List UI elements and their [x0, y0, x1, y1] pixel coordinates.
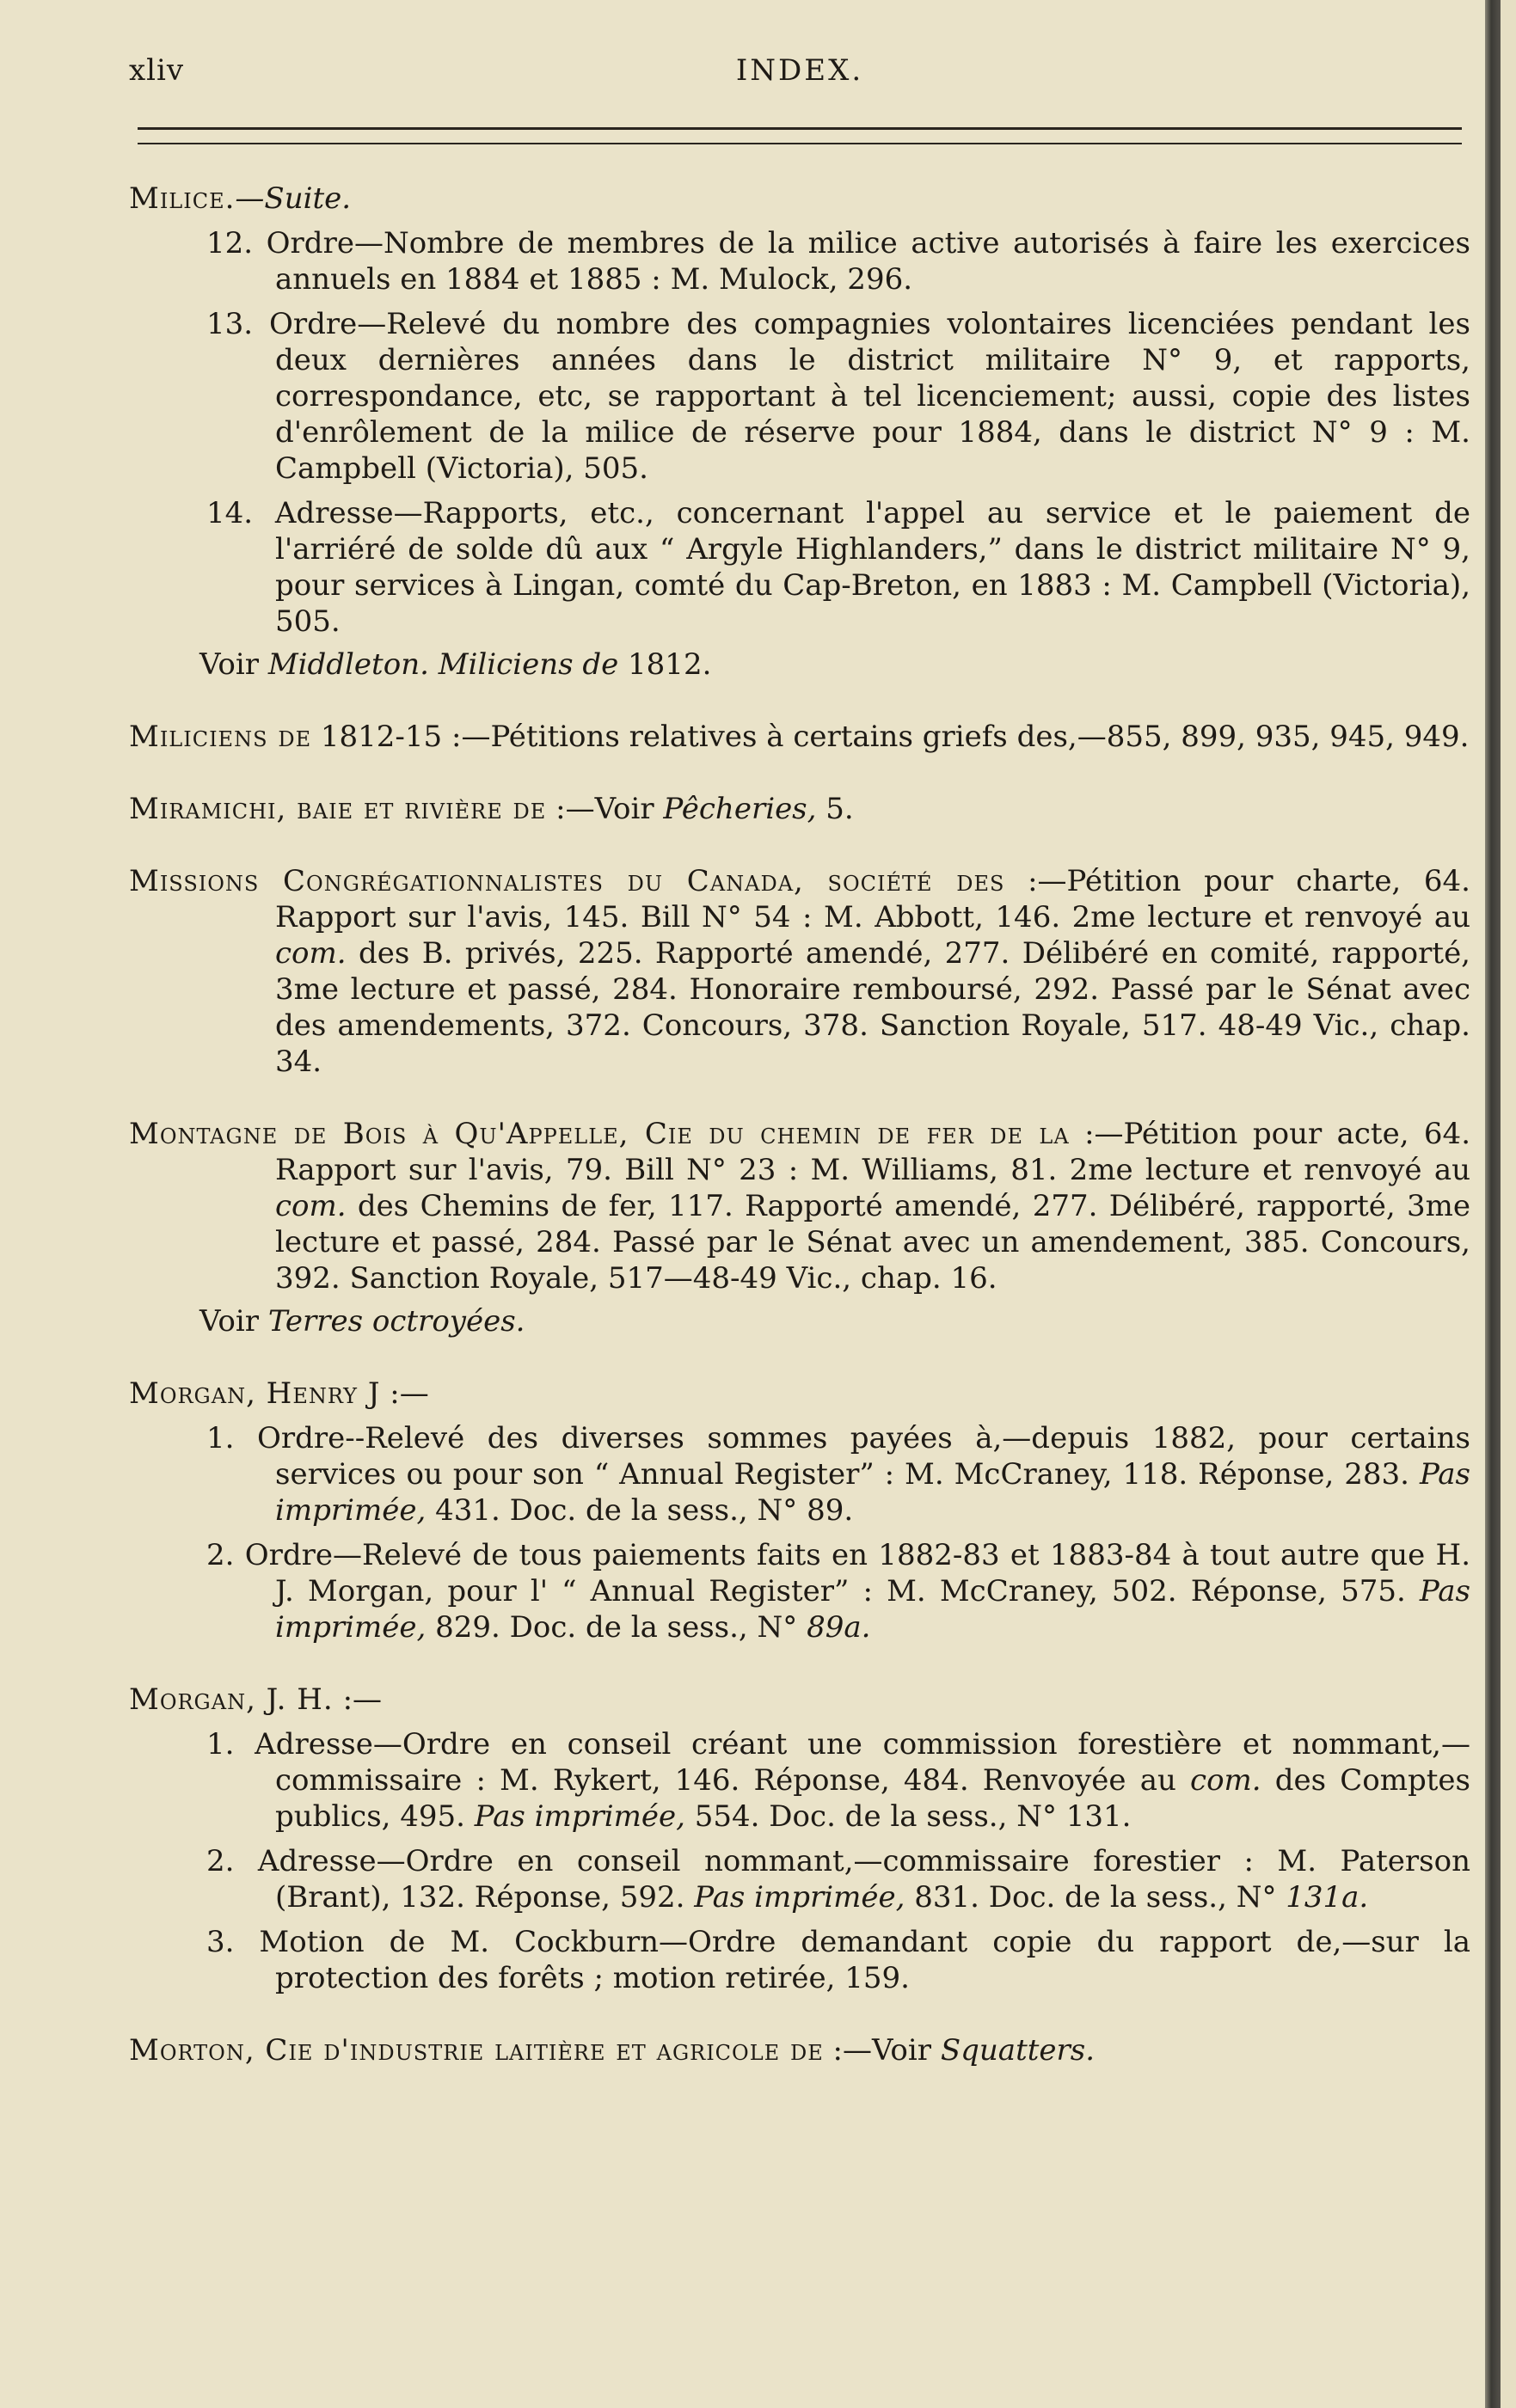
entry-heading: Morton, Cie d'industrie laitière et agricole de	[129, 2033, 824, 2068]
list-item	[129, 1924, 1470, 1996]
see-ref: Miliciens de	[438, 647, 619, 682]
item-tail: 431. Doc. de la sess., N° 89.	[435, 1493, 854, 1528]
entry-heading: Miliciens de	[129, 720, 312, 754]
list-item: 12. Ordre—Nombre de membres de la milice active autorisés à faire les exercices annuels en 1884 et 1885 : M. Mulock, 296.	[206, 226, 1470, 297]
item-text: 1. Adresse—Ordre en conseil créant une commission forestière et nommant,—commissaire : M. Rykert, 146. Réponse, 484. Renvoyée au	[206, 1727, 1470, 1798]
see-also	[129, 646, 1470, 683]
see-ref: Terres octroyées.	[267, 1304, 525, 1339]
see-ref-tail: 1812.	[628, 647, 712, 682]
header-rule-thin	[138, 143, 1462, 144]
entry-heading-line	[129, 1682, 1470, 1718]
entry-heading: Morgan, Henry J	[129, 1376, 381, 1411]
see-ref: Pêcheries,	[663, 792, 817, 826]
com-abbrev: com.	[275, 1189, 347, 1223]
entry-missions	[129, 863, 1470, 1080]
entry-heading: Montagne de Bois à Qu'Appelle, Cie du chemin de fer de la	[129, 1117, 1070, 1151]
doc-number: 89a.	[807, 1610, 871, 1645]
entry-heading-line	[129, 181, 1470, 217]
see-ref: Middleton.	[267, 647, 429, 682]
item-tail: 554. Doc. de la sess., N° 131.	[694, 1799, 1132, 1834]
header-rule	[138, 127, 1462, 130]
not-printed-label: Pas imprimée,	[474, 1799, 685, 1834]
entry-body: 1812-15 :—Pétitions relatives à certains griefs des,—855, 899, 935, 945, 949.	[320, 720, 1470, 754]
see-ref: Squatters.	[940, 2033, 1096, 2068]
entry-text	[129, 2032, 1470, 2068]
item-text: 2. Ordre—Relevé de tous paiements faits en 1882-83 et 1883-84 à tout autre que H. J. Morgan, pour l' “ Annual Register” : M. McCraney, 502. Réponse, 575.	[206, 1538, 1470, 1608]
entry-morton	[129, 2032, 1470, 2068]
entry-heading-line	[129, 1376, 1470, 1412]
entry-heading: Morgan, J. H.	[129, 1682, 334, 1717]
see-also	[129, 1303, 1470, 1339]
book-spine-shadow	[1485, 0, 1501, 2408]
suite-label: —Suite.	[235, 181, 352, 216]
entry-text	[129, 863, 1470, 1080]
not-printed-label: Pas imprimée,	[694, 1880, 905, 1915]
heading-colon: :—	[342, 1682, 383, 1717]
item-tail: 829. Doc. de la sess., N°	[435, 1610, 798, 1645]
entry-text	[129, 1116, 1470, 1296]
entry-heading: Miramichi, baie et rivière de	[129, 792, 547, 826]
entry-morgan-jh	[129, 1682, 1470, 1996]
doc-number: 131a.	[1286, 1880, 1369, 1915]
entry-text	[129, 719, 1470, 755]
page-number: xliv	[129, 53, 185, 88]
item-tail: 831. Doc. de la sess., N°	[914, 1880, 1277, 1915]
entry-miramichi	[129, 791, 1470, 827]
entry-body: :—Voir	[555, 792, 654, 826]
page-header	[129, 53, 1470, 105]
entry-miliciens	[129, 719, 1470, 755]
index-content	[129, 181, 1470, 2105]
item-text: 1. Ordre--Relevé des diverses sommes payées à,—depuis 1882, pour certains services ou pour son “ Annual Register” : M. McCraney, 118. Réponse, 283.	[206, 1421, 1470, 1492]
com-abbrev: com.	[275, 936, 347, 971]
entry-morgan-henry	[129, 1376, 1470, 1645]
item-text: 2. Adresse—Ordre en conseil nommant,—commissaire forestier : M. Paterson (Brant), 132. Réponse, 592.	[206, 1844, 1470, 1915]
com-abbrev: com.	[1190, 1763, 1261, 1798]
see-ref-tail: 5.	[826, 792, 854, 826]
entry-heading: Missions Congrégationnalistes du Canada, société des	[129, 864, 1005, 898]
list-item	[129, 1726, 1470, 1835]
entry-body: :—Pétition pour acte, 64. Rapport sur l'avis, 79. Bill N° 23 : M. Williams, 81. 2me lecture et renvoyé au	[275, 1117, 1470, 1187]
entry-body-cont: des B. privés, 225. Rapporté amendé, 277. Délibéré en comité, rapporté, 3me lecture et passé, 284. Honoraire remboursé, 292. Passé par le Sénat avec des amendements, 372. Concours, 378. Sanction Royale, 517. 48-49 Vic., chap. 34.	[275, 936, 1470, 1079]
heading-colon: :—	[390, 1376, 429, 1411]
voir-label: Voir	[199, 1304, 260, 1339]
page-title: INDEX.	[735, 53, 864, 88]
list-item	[129, 1420, 1470, 1529]
item-text-cont: des Comptes publics, 495.	[275, 1763, 1470, 1834]
entry-text	[129, 791, 1470, 827]
item-text: 3. Motion de M. Cockburn—Ordre demandant copie du rapport de,—sur la protection des forêts ; motion retirée, 159.	[206, 1925, 1470, 1995]
entry-body: :—Pétition pour charte, 64. Rapport sur l'avis, 145. Bill N° 54 : M. Abbott, 146. 2me lecture et renvoyé au	[275, 864, 1470, 934]
list-item: 13. Ordre—Relevé du nombre des compagnies volontaires licenciées pendant les deux dernières années dans le district militaire N° 9, et rapports, correspondance, etc, se rapportant à tel licenciement; aussi, copie des listes d'enrôlement de la milice de réserve pour 1884, dans le district N° 9 : M. Campbell (Victoria), 505.	[206, 307, 1470, 486]
not-printed-label: Pas imprimée,	[275, 1457, 1471, 1528]
entry-heading: Milice.	[129, 181, 236, 216]
list-item	[129, 1843, 1470, 1915]
not-printed-label: Pas imprimée,	[275, 1574, 1470, 1645]
entry-body: :—Voir	[832, 2033, 932, 2068]
list-item: 14. Adresse—Rapports, etc., concernant l'appel au service et le paiement de l'arriéré de solde dû aux “ Argyle Highlanders,” dans le district militaire N° 9, pour services à Lingan, comté du Cap-Breton, en 1883 : M. Campbell (Victoria), 505.	[206, 496, 1470, 639]
list-item	[129, 1537, 1470, 1645]
voir-label: Voir	[199, 647, 260, 682]
entry-montagne	[129, 1116, 1470, 1339]
entry-milice	[129, 181, 1470, 683]
entry-body-cont: des Chemins de fer, 117. Rapporté amendé, 277. Délibéré, rapporté, 3me lecture et passé, 284. Passé par le Sénat avec un amendement, 385. Concours, 392. Sanction Royale, 517—48-49 Vic., chap. 16.	[275, 1189, 1470, 1296]
